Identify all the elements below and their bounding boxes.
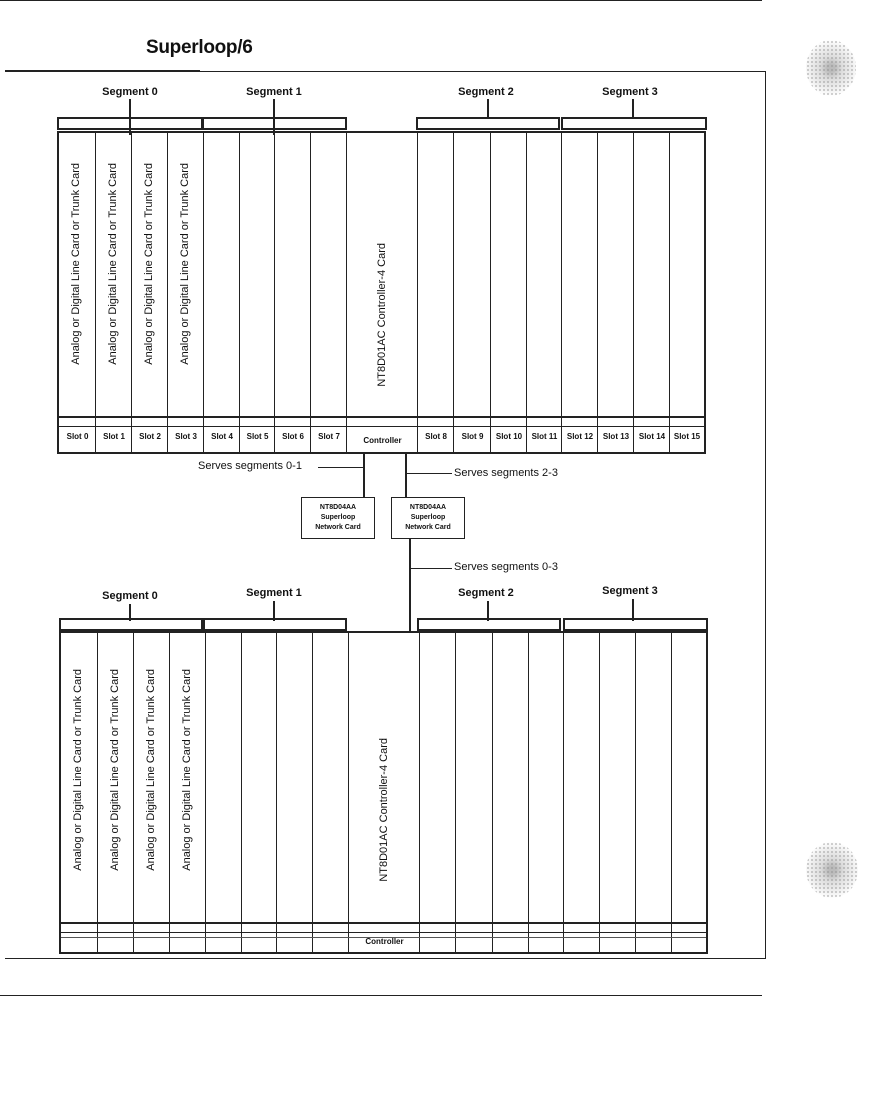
bottom-segment-3-bracket (563, 618, 708, 631)
top-slot-0-card (59, 133, 96, 452)
bottom-shelf (59, 631, 708, 954)
top-slot-3-card-label: Analog or Digital Line Card or Trunk Card (179, 163, 191, 365)
top-slot-14-card (634, 133, 670, 452)
top-slot-4-card (204, 133, 240, 452)
top-slot-15-label: Slot 15 (673, 432, 701, 441)
bottom-slot-3-card-label: Analog or Digital Line Card or Trunk Card (181, 669, 193, 871)
left-network-card-type: Superloop (320, 514, 356, 521)
bottom-controller-slot-label: Controller (365, 937, 404, 946)
top-slot-12-card (562, 133, 598, 452)
top-segment-1-label: Segment 1 (246, 86, 302, 98)
top-slot-3-label: Slot 3 (175, 432, 197, 441)
bottom-segment-1-label: Segment 1 (246, 587, 302, 599)
bottom-slot-8-card (420, 633, 456, 952)
top-slot-5-label: Slot 5 (246, 432, 269, 441)
top-segment-2-leader (487, 99, 489, 117)
top-slot-10-card (491, 133, 527, 452)
serves-segments-0-1-label: Serves segments 0-1 (198, 460, 302, 472)
top-slot-6-label: Slot 6 (282, 432, 304, 441)
top-slot-13-label: Slot 13 (602, 432, 630, 441)
top-segment-2-label: Segment 2 (458, 86, 514, 98)
top-controller-card-label: NT8D01AC Controller-4 Card (376, 243, 388, 387)
left-network-card-desc: Network Card (315, 524, 361, 531)
punch-hole-top (806, 40, 856, 96)
top-controller-card (347, 133, 418, 452)
bottom-slot-15-card (672, 633, 706, 952)
bottom-segment-0-label: Segment 0 (102, 590, 158, 602)
top-slot-1-card (96, 133, 132, 452)
top-shelf (57, 131, 706, 454)
serves-right-leader (406, 473, 452, 474)
serves-segments-2-3-label: Serves segments 2-3 (454, 467, 558, 479)
serves-bottom-leader (410, 568, 452, 569)
bottom-slot-0-card (61, 633, 98, 952)
top-slot-2-label: Slot 2 (139, 432, 161, 441)
top-segment-3-bracket (561, 117, 707, 130)
bottom-segment-0-bracket (59, 618, 203, 631)
top-slot-2-card (132, 133, 168, 452)
right-superloop-network-card (391, 497, 465, 539)
bottom-slot-0-card-label: Analog or Digital Line Card or Trunk Card (72, 669, 84, 871)
bottom-slot-14-card (636, 633, 672, 952)
right-network-link (405, 452, 407, 497)
left-superloop-network-card (301, 497, 375, 539)
top-slot-row-divider (59, 426, 704, 427)
punch-hole-bottom (806, 842, 858, 898)
bottom-segment-2-label: Segment 2 (458, 587, 514, 599)
bottom-slot-row-divider (61, 932, 706, 933)
right-network-card-type: Superloop (410, 514, 446, 521)
bottom-segment-3-label: Segment 3 (602, 585, 658, 597)
top-segment-3-leader (632, 99, 634, 117)
bottom-slot-label-row (61, 922, 706, 952)
top-slot-4-label: Slot 4 (211, 432, 233, 441)
top-slot-8-label: Slot 8 (425, 432, 447, 441)
top-slot-14-label: Slot 14 (638, 432, 666, 441)
top-segment-1-bracket (202, 117, 347, 130)
top-slot-10-label: Slot 10 (495, 432, 523, 441)
bottom-slot-3-card (170, 633, 206, 952)
bottom-slot-13-card (600, 633, 636, 952)
top-slot-0-card-label: Analog or Digital Line Card or Trunk Card (70, 163, 82, 365)
top-segment-0-label: Segment 0 (102, 86, 158, 98)
bottom-slot-5-card (242, 633, 277, 952)
top-slot-label-row (59, 416, 704, 452)
bottom-controller-card-label: NT8D01AC Controller-4 Card (378, 738, 390, 882)
top-controller-slot-label: Controller (363, 436, 402, 445)
top-slot-3-card (168, 133, 204, 452)
top-segment-2-bracket (416, 117, 560, 130)
top-slot-2-card-label: Analog or Digital Line Card or Trunk Card (143, 163, 155, 365)
header-rule (0, 0, 762, 1)
bottom-slot-11-card (529, 633, 564, 952)
bottom-slot-1-card (98, 633, 134, 952)
bottom-slot-2-card (134, 633, 170, 952)
bottom-slot-12-card (564, 633, 600, 952)
bottom-slot-6-card (277, 633, 313, 952)
footer-rule (0, 995, 762, 996)
top-slot-12-label: Slot 12 (566, 432, 594, 441)
top-slot-9-card (454, 133, 491, 452)
top-slot-8-card (418, 133, 454, 452)
top-segment-3-label: Segment 3 (602, 86, 658, 98)
top-slot-7-label: Slot 7 (318, 432, 340, 441)
serves-left-leader (318, 467, 363, 468)
top-segment-0-bracket (57, 117, 203, 130)
top-slot-1-label: Slot 1 (103, 432, 125, 441)
serves-segments-0-3-label: Serves segments 0-3 (454, 561, 558, 573)
bottom-segment-2-bracket (417, 618, 561, 631)
figure-title: Superloop/6 (146, 37, 253, 58)
bottom-slot-7-card (313, 633, 349, 952)
bottom-slot-1-card-label: Analog or Digital Line Card or Trunk Card (109, 669, 121, 871)
bottom-slot-9-card (456, 633, 493, 952)
bottom-slot-2-card-label: Analog or Digital Line Card or Trunk Card (145, 669, 157, 871)
left-network-card-model: NT8D04AA (319, 504, 357, 511)
top-slot-6-card (275, 133, 311, 452)
top-slot-1-card-label: Analog or Digital Line Card or Trunk Card (107, 163, 119, 365)
bottom-slot-4-card (206, 633, 242, 952)
left-network-link (363, 452, 365, 497)
top-slot-5-card (240, 133, 275, 452)
bottom-segment-1-bracket (203, 618, 347, 631)
bottom-slot-10-card (493, 633, 529, 952)
top-slot-9-label: Slot 9 (461, 432, 484, 441)
top-slot-13-card (598, 133, 634, 452)
bottom-controller-card (349, 633, 420, 952)
right-network-card-desc: Network Card (405, 524, 451, 531)
top-slot-7-card (311, 133, 347, 452)
top-slot-11-label: Slot 11 (531, 432, 558, 441)
bottom-network-link (409, 539, 411, 631)
right-network-card-model: NT8D04AA (409, 504, 447, 511)
top-slot-15-card (670, 133, 704, 452)
top-slot-0-label: Slot 0 (66, 432, 89, 441)
top-slot-11-card (527, 133, 562, 452)
